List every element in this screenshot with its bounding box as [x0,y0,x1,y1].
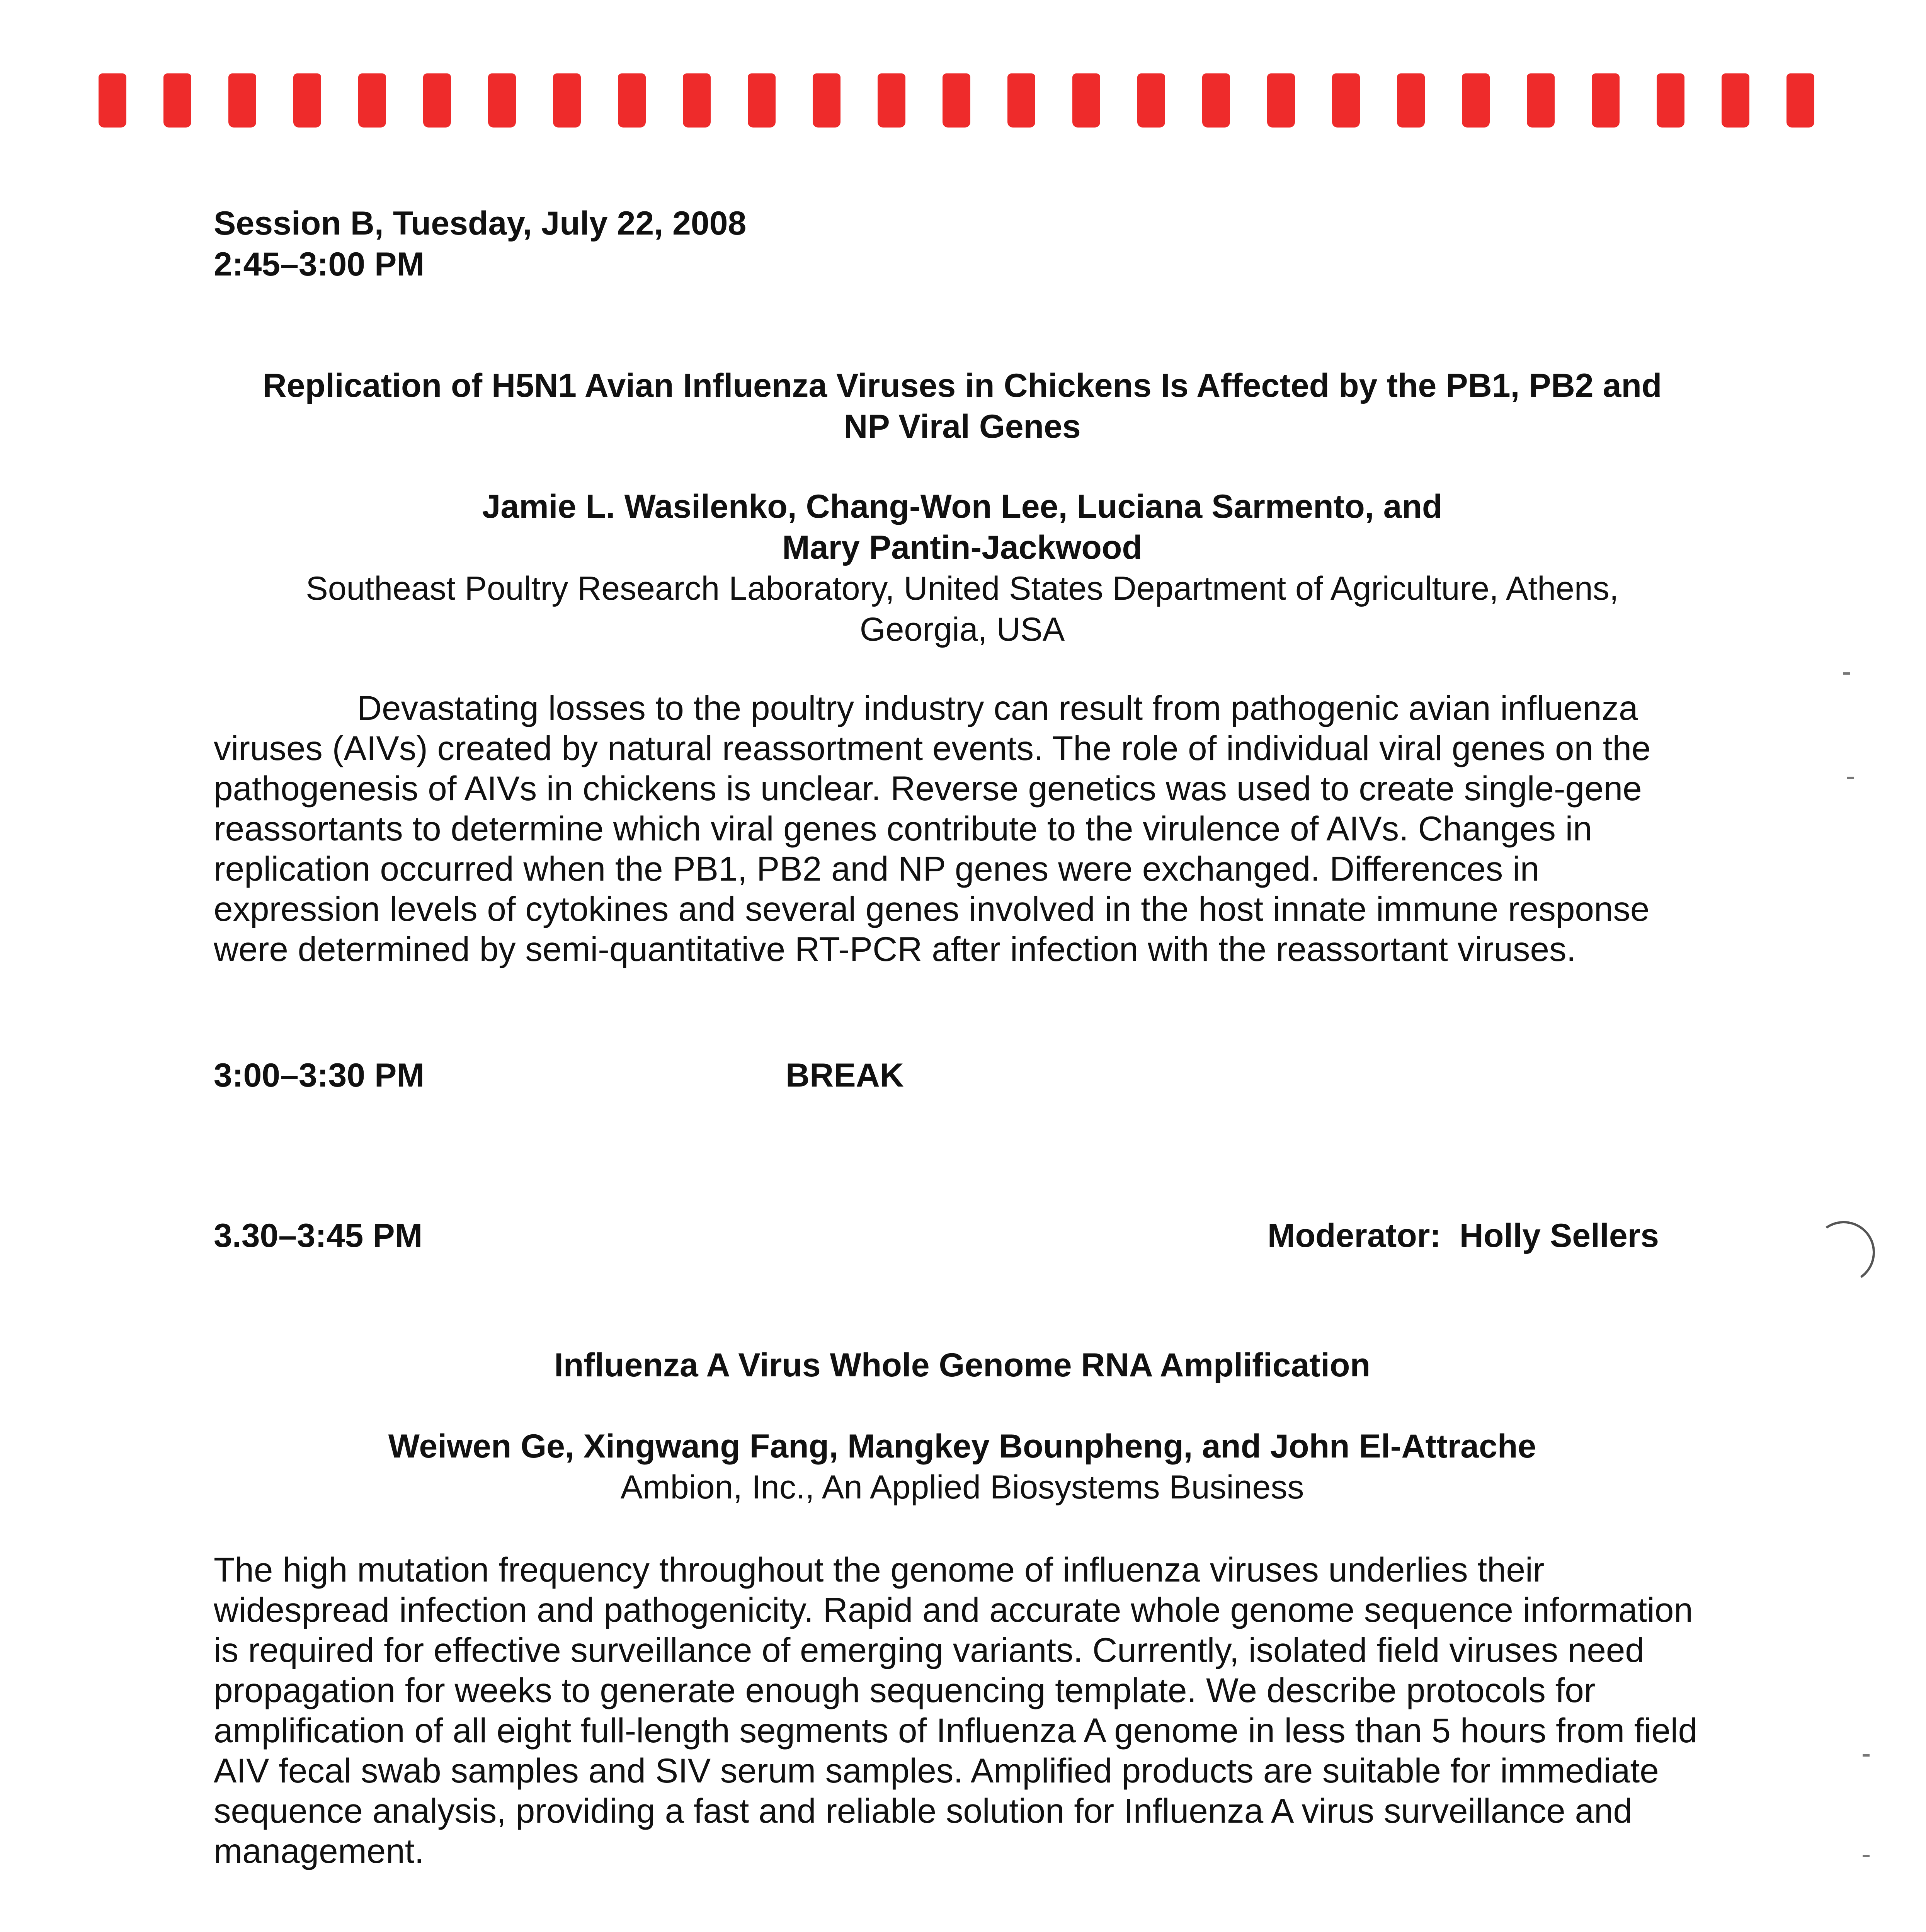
talk2-header-row [214,1215,1659,1258]
moderator: Moderator: Holly Sellers [1267,1217,1659,1254]
perforation-mark [1657,73,1684,128]
perforation-strip [0,73,1926,128]
perforation-mark [1072,73,1100,128]
talk2-authors: Weiwen Ge, Xingwang Fang, Mangkey Bounpheng, and John El-Attrache [388,1428,1536,1465]
talk1-byline [178,486,1747,650]
perforation-mark [163,73,191,128]
talk2-affiliation: Ambion, Inc., An Applied Biosystems Business [620,1469,1304,1506]
perforation-mark [878,73,905,128]
perforation-mark [1786,73,1814,128]
perforation-mark [683,73,711,128]
talk2-title: Influenza A Virus Whole Genome RNA Amplification [554,1347,1370,1384]
session-header [214,203,1180,285]
perforation-mark [1592,73,1620,128]
talk1-affiliation-line2: Georgia, USA [859,611,1065,648]
perforation-mark [1007,73,1035,128]
perforation-mark [99,73,126,128]
perforation-mark [1267,73,1295,128]
talk2-time: 3.30–3:45 PM [214,1217,423,1254]
perforation-mark [553,73,581,128]
perforation-mark [423,73,451,128]
perforation-mark [813,73,840,128]
perforation-mark [1137,73,1165,128]
perforation-mark [293,73,321,128]
talk1-title-line2: NP Viral Genes [844,408,1081,445]
talk1-affiliation-line1: Southeast Poultry Research Laboratory, United States Department of Agriculture, Athens, [306,570,1619,607]
binding-mark [1847,777,1854,779]
talk1-authors-line1: Jamie L. Wasilenko, Chang-Won Lee, Luciana Sarmento, and [482,488,1443,525]
talk2-abstract-block [214,1549,1698,1871]
perforation-mark [748,73,776,128]
talk1-title-line1: Replication of H5N1 Avian Influenza Viruses in Chickens Is Affected by the PB1, PB2 and [262,367,1662,404]
talk2-abstract: The high mutation frequency throughout the genome of influenza viruses underlies their widespread infection and pathogenicity. Rapid and accurate whole genome sequence information is required for effective surveillance of emerging variants. Currently, isolated field viruses need propagation for weeks to generate enough sequencing template. We describe protocols for amplification of all eight full-length segments of Influenza A genome in less than 5 hours from field AIV fecal swab samples and SIV serum samples. Amplified products are suitable for immediate sequence analysis, providing a fast and reliable solution for Influenza A virus surveillance and management. [214,1550,1698,1870]
talk1-abstract: Devastating losses to the poultry industry can result from pathogenic avian influenza viruses (AIVs) created by natural reassortment events. The role of individual viral genes on the pathogenesis of AIVs in chickens is unclear. Reverse genetics was used to create single-gene reassortants to determine which viral genes contribute to the virulence of AIVs. Changes in replication occurred when the PB1, PB2 and NP genes were exchanged. Differences in expression levels of cytokines and several genes involved in the host innate immune response were determined by semi-quantitative RT-PCR after infection with the reassortant viruses. [214,689,1651,968]
binding-mark [1863,1855,1870,1857]
perforation-mark [618,73,646,128]
break-time: 3:00–3:30 PM [214,1057,424,1094]
talk1-abstract-block [214,688,1705,969]
perforation-mark [488,73,516,128]
talk1-authors-line2: Mary Pantin-Jackwood [782,529,1142,566]
break-label: BREAK [786,1057,904,1094]
binding-mark [1843,672,1850,675]
perforation-mark [1462,73,1490,128]
binding-mark [1807,1216,1880,1289]
perforation-mark [1332,73,1360,128]
perforation-mark [1722,73,1749,128]
binding-mark [1863,1754,1870,1757]
talk2-title-block [178,1345,1747,1386]
perforation-mark [943,73,970,128]
perforation-mark [1397,73,1425,128]
session-time: 2:45–3:00 PM [214,246,424,283]
talk2-byline [178,1426,1747,1508]
perforation-mark [1202,73,1230,128]
perforation-mark [228,73,256,128]
talk1-title [178,365,1747,447]
perforation-mark [358,73,386,128]
perforation-mark [1527,73,1555,128]
session-line: Session B, Tuesday, July 22, 2008 [214,205,747,242]
